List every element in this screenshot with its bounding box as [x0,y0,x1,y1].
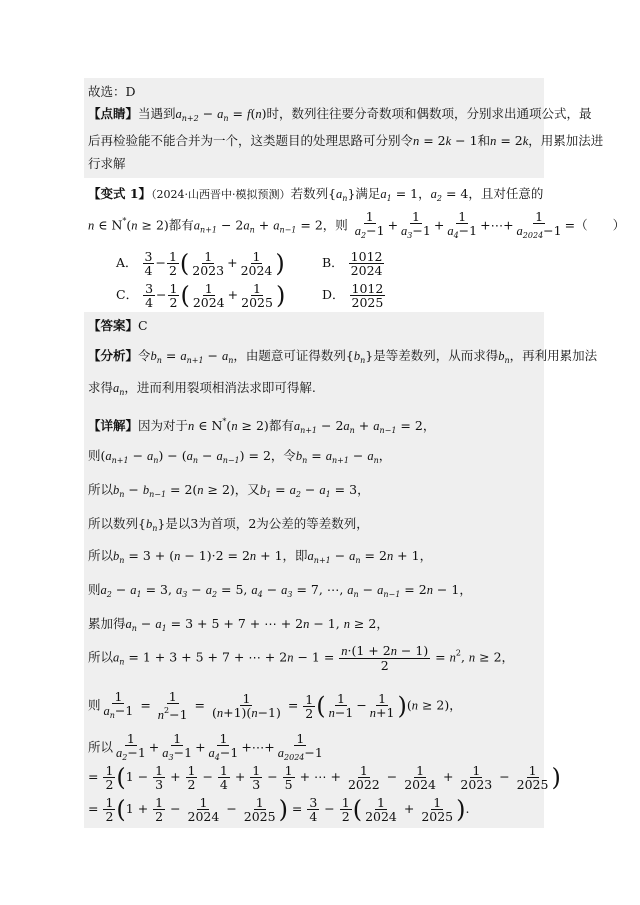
previous-answer: 故选：D [88,84,136,99]
detail-line-8: 所以$a_n = 1 + 3 + 5 + 7$ + ⋯ + 2n − 1 = $\frac{n\cdot(1 + 2n - 1)}{2}$ = $n^2$, n ≥ 2， [88,643,515,673]
dianjing-line-2: 后再检验能不能合并为一个，这类题目的处理思路可分别令n = 2k − 1和n = 2k，用累加法进 [88,133,604,148]
option-c: C． $\frac{3}{4}$ − $\frac{1}{2}$ ( $\frac{1}{2024}$ + $\frac{1}{2025}$ ) [116,281,286,310]
option-a: A． $\frac{3}{4}$ − $\frac{1}{2}$ ( $\frac{1}{2023}$ + $\frac{1}{2024}$ ) [116,249,285,278]
detail-line-12: = $\frac{1}{2}$ (1 + $\frac{1}{2}$ − $\frac{1}{2024}$ − $\frac{1}{2025}$ ) = $\frac{3}{4}$ − $\frac{1}{2}$ ( $\frac{1}{2024}$ + $\frac{1}{2025}$ ). [88,795,470,824]
detail-line-5: 所以$b_n = 3 + (n - 1)\cdot 2 = 2n + 1$，即$a_{n+1} - a_n = 2n + 1$， [88,548,433,565]
detail-line-4: 所以数列$\{b_n\}$是以3为首项，2为公差的等差数列， [88,516,369,533]
detail-line-3: 所以$b_n - b_{n-1} = 2(n \ge 2)$，又$b_1 = a_2 - a_1 = 3$， [88,482,370,499]
detail-line-6: 则$a_2 - a_1 = 3$, $a_3 - a_2 = 5$, $a_4 - a_3 = 7$, ⋯, $a_n - a_{n-1} = 2n - 1$， [88,582,472,599]
detail-line-9: 则 $\frac{1}{a_n-1}$ = $\frac{1}{n^2-1}$ = $\frac{1}{(n+1)(n-1)}$ = $\frac{1}{2}$ ( $\frac{1}{n-1}$ − $\frac{1}{n+1}$ )(n ≥ 2)， [88,689,462,722]
detail-line-7: 累加得$a_n - a_1 = 3 + 5 + 7$ + ⋯ + 2n − 1, n ≥ 2， [88,616,389,633]
option-d: D． $\frac{1012}{2025}$ [322,281,384,310]
dianjing-line-3: 行求解 [88,156,126,171]
variant-line-1: 【变式 1】（2024·山西晋中·模拟预测）若数列$\{a_n\}$满足$a_1 = 1$，$a_2 = 4$，且对任意的 [88,186,544,203]
variant-line-2: n ∈ N*(n ≥ 2)都有$a_{n+1} - 2a_n + a_{n-1} = 2$，则 $\frac{1}{a_2-1}$ + $\frac{1}{a_3-1}$ + $\frac{1}{a_4-1}$ +⋯+ $\frac{1}{a_{2024}-1}$ =（ ） [88,209,626,240]
analysis-line-2: 求得$a_n$，进而利用裂项相消法求即可得解. [88,380,316,397]
detail-line-2: 则$(a_{n+1} - a_n) - (a_n - a_{n-1}) = 2$，令$b_n = a_{n+1} - a_n$， [88,448,392,465]
detail-line-1: 【详解】因为对于n ∈ N*(n ≥ 2)都有$a_{n+1} - 2a_n + a_{n-1} = 2$， [88,417,436,435]
detail-line-10: 所以 $\frac{1}{a_2-1}$ + $\frac{1}{a_3-1}$ + $\frac{1}{a_4-1}$ +⋯+ $\frac{1}{a_{2024}-1}$ [88,731,323,762]
analysis-line-1: 【分析】令$b_n = a_{n+1} - a_n$，由题意可证得数列$\{b_n\}$是等差数列，从而求得$b_n$，再利用累加法 [88,348,598,365]
option-b: B． $\frac{1012}{2024}$ [322,249,383,278]
dianjing-line-1: 【点睛】当遇到$a_{n+2} - a_n = f(n)$时，数列往往要分奇数项和偶数项，分别求出通项公式，最 [88,106,592,123]
detail-line-11: = $\frac{1}{2}$ (1 − $\frac{1}{3}$ + $\frac{1}{2}$ − $\frac{1}{4}$ + $\frac{1}{3}$ − $\frac{1}{5}$ + ⋯ + $\frac{1}{2022}$ − $\frac{1}{2024}$ + $\frac{1}{2023}$ − $\frac{1}{2025}$ ) [88,763,561,792]
answer-line: 【答案】C [88,318,148,333]
highlight-panel-top [84,78,544,178]
